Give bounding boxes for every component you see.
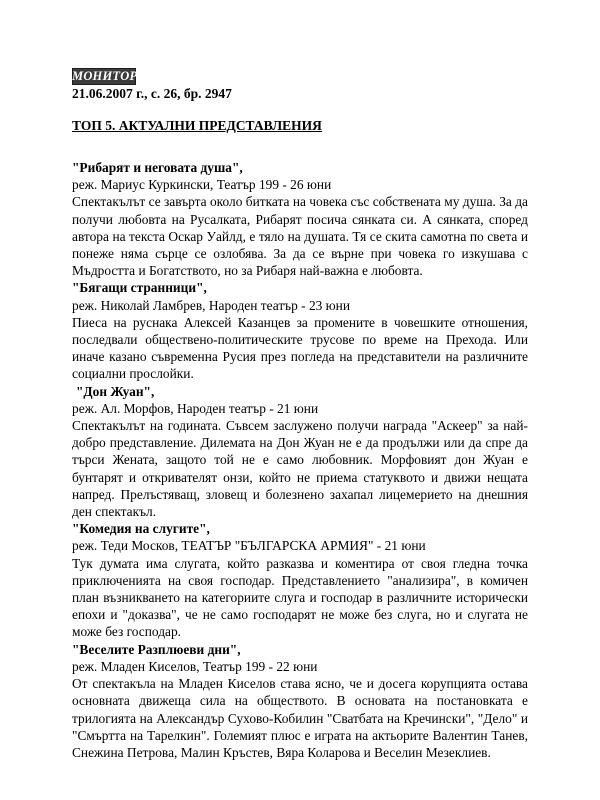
monitor-logo: МОНИТОР (72, 69, 138, 83)
item-fisherman (72, 159, 528, 279)
item-credits: реж. Младен Киселов, Театър 199 - 22 юни (72, 658, 318, 674)
item-credits: реж. Ал. Морфов, Народен театър - 21 юни (72, 400, 319, 416)
item-credits: реж. Теди Москов, ТЕАТЪР "БЪЛГАРСКА АРМИЯ" - 21 юни (72, 538, 426, 554)
item-title: "Комедия на слугите", (72, 521, 210, 537)
item-comedy-of-servants (72, 520, 528, 640)
item-title: "Дон Жуан", (76, 383, 155, 399)
item-title: "Бягащи странници", (72, 280, 207, 296)
item-title: "Рибарят и неговата душа", (72, 160, 243, 175)
dateline: 21.06.2007 г., с. 26, бр. 2947 (72, 86, 232, 101)
item-razpluev-days (72, 641, 528, 761)
item-don-juan (72, 383, 528, 521)
section-title: ТОП 5. АКТУАЛНИ ПРЕДСТАВЛЕНИЯ (72, 118, 322, 133)
article-body (72, 159, 528, 761)
item-credits: реж. Николай Ламбрев, Народен театър - 23 юни (72, 297, 351, 313)
item-description: Пиеса на руснака Алексей Казанцев за промените в човешките отношения, последвали обществено-политическите трусове по време на Прехода. Или иначе казано съвременна Русия през погледа на представители на различните социални прослойки. (72, 314, 528, 382)
item-description: От спектакъла на Младен Киселов става ясно, че и досега корупцията остава основната движеща сила на обществото. В основата на постановката е трилогията на Александър Сухово-Кобилин "Сватбата на Кречински", "Дело" и "Смъртта на Тарелкин". Големият плюс е играта на актьорите Валентин Танев, Снежина Петрова, Малин Кръстев, Вяра Коларова и Веселин Мезеклиев. (72, 676, 528, 760)
item-description: Спектакълът на годината. Съвсем заслужено получи награда "Аскеер" за най-добро представление. Дилемата на Дон Жуан не е да продължи или да спре да търси Жената, защото той не е само любовник. Морфовият дон Жуан е бунтарят и откривателят онзи, който не приема статуквото и движи нещата напред. Прелъстяващ, зловещ и болезнено захапал лицемерието на днешния ден спектакъл. (72, 418, 528, 520)
item-credits: реж. Мариус Куркински, Театър 199 - 26 юни (72, 177, 332, 193)
item-fleeing-strangers (72, 279, 528, 382)
item-description: Спектакълът се завърта около битката на човека със собствената му душа. За да получи любовта на Русалката, Рибарят посича сянката си. А сянката, според автора на текста Оскар Уайлд, е тяло на душата. Тя се скита самотна по света и понеже няма сърце се озлобява. За да се върне при човека го изкушава с Мъдростта и Богатството, но за Рибаря най-важна е любовта. (72, 194, 528, 279)
item-description: Тук думата има слугата, който разказва и коментира от своя гледна точка приключенията на своя господар. Представлението "анализира", в комичен план възникването на категориите слуга и господар в различните исторически епохи и "доказва", че не само господарят не може без слуга, но и слугата не може без господар. (72, 555, 528, 640)
item-title: "Веселите Разплюеви дни", (72, 641, 241, 657)
